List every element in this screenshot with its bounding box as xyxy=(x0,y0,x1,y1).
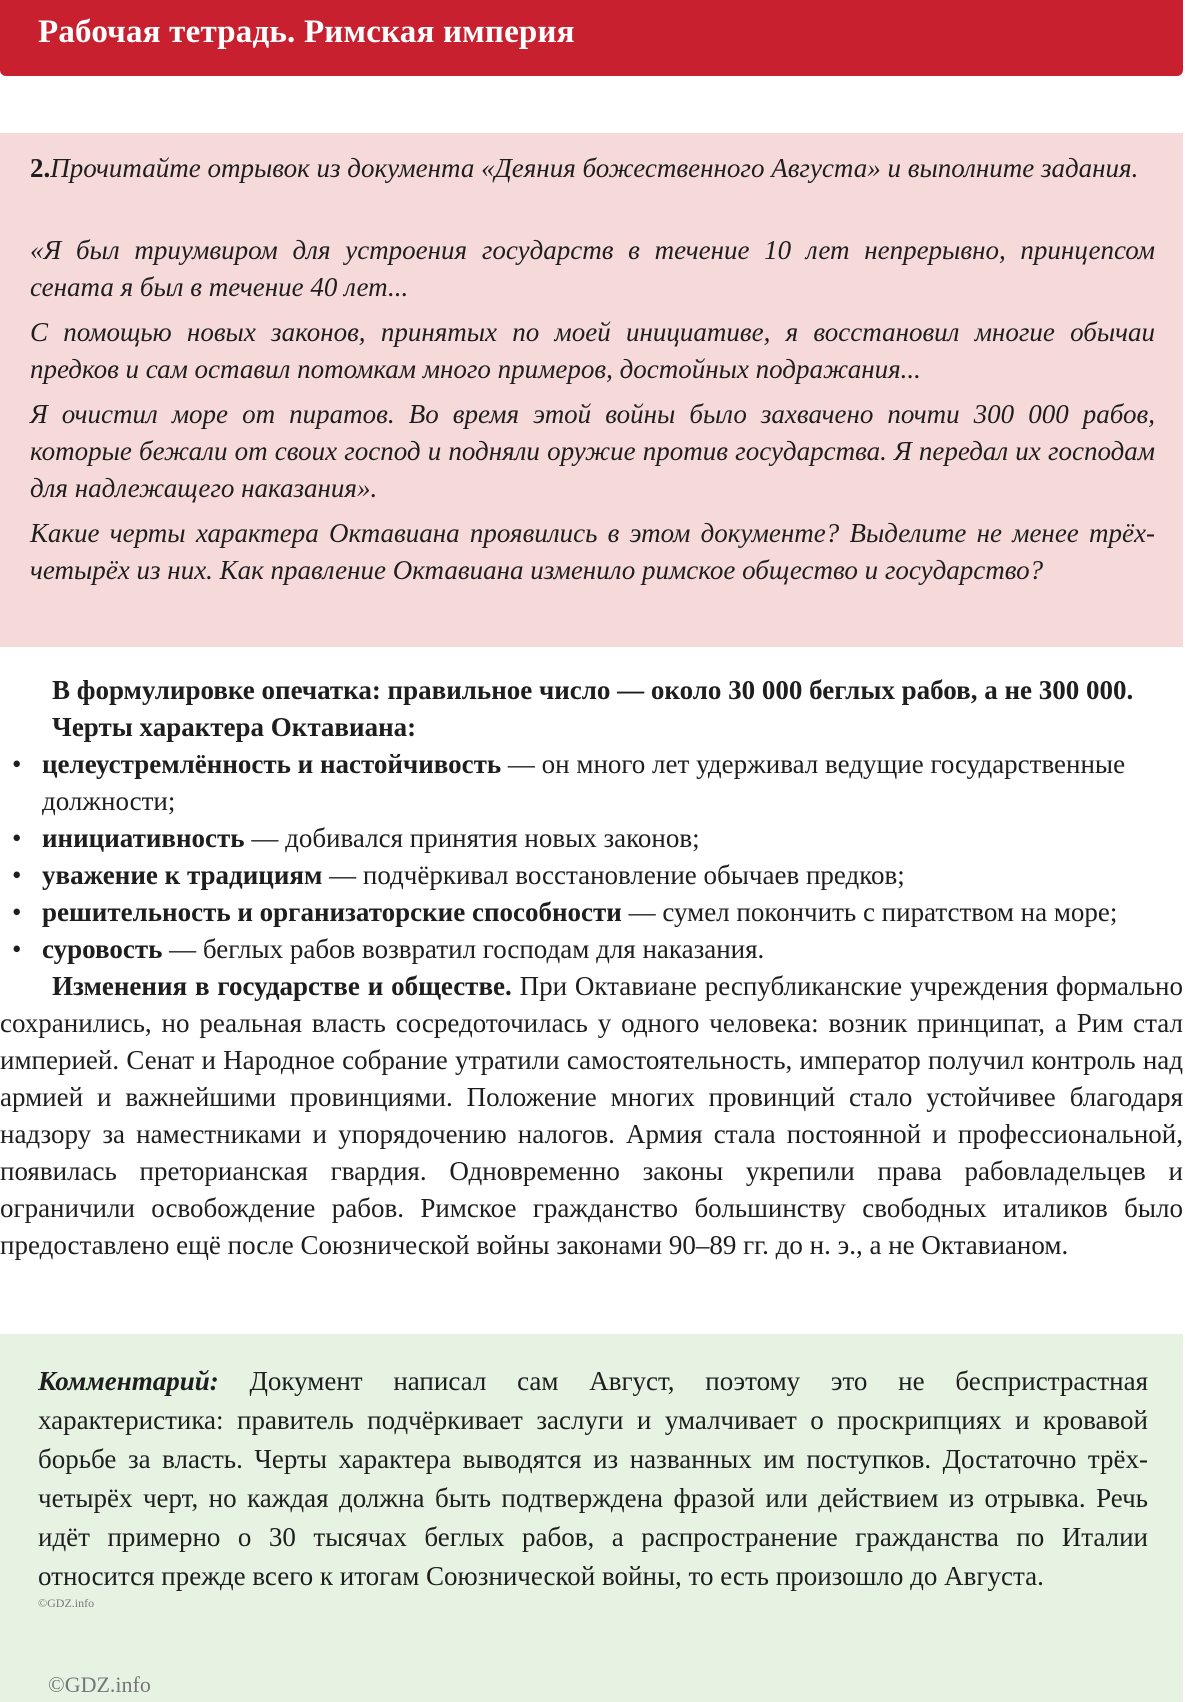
bullet: • xyxy=(12,749,22,779)
task-block xyxy=(0,133,1183,647)
typo-note: В формулировке опечатка: правильное число — около 30 000 беглых рабов, а не 300 000. xyxy=(52,675,1134,705)
trait-text: — добивался принятия новых законов; xyxy=(244,823,700,853)
task-question: Какие черты характера Октавиана проявились в этом документе? Выделите не менее трёх-четырёх из них. Как правление Октавиана изменило римское общество и государство? xyxy=(30,518,1155,585)
bullet: • xyxy=(12,934,22,964)
trait-term: суровость xyxy=(42,934,163,964)
answer-block xyxy=(0,672,1183,1264)
list-item xyxy=(0,894,1183,931)
trait-text: — сумел покончить с пиратством на море; xyxy=(621,897,1118,927)
page-title: Рабочая тетрадь. Римская империя xyxy=(38,14,575,50)
list-item xyxy=(0,931,1183,968)
task-number: 2. xyxy=(30,153,51,183)
bullet: • xyxy=(12,823,22,853)
trait-text: — подчёркивал восстановление обычаев предков; xyxy=(322,860,905,890)
trait-term: целеустремлённость и настойчивость xyxy=(42,749,502,779)
changes-paragraph xyxy=(0,968,1183,1264)
trait-term: инициативность xyxy=(42,823,245,853)
traits-heading: Черты характера Октавиана: xyxy=(52,712,417,742)
quote-paragraph: Я очистил море от пиратов. Во время этой войны было захвачено почти 300 000 рабов, которые бежали от своих господ и подняли оружие против государства. Я передал их господам для надлежащего наказания». xyxy=(30,399,1155,503)
trait-text: — он много лет удерживал ведущие государственные должности; xyxy=(42,749,1126,816)
list-item xyxy=(0,746,1183,820)
bullet: • xyxy=(12,860,22,890)
traits-list xyxy=(0,746,1183,968)
comment-label: Комментарий: xyxy=(38,1366,219,1396)
page-header xyxy=(0,0,1183,76)
trait-text: — беглых рабов возвратил господам для наказания. xyxy=(162,934,765,964)
comment-text: Документ написал сам Август, поэтому это не беспристрастная характеристика: правитель подчёркивает заслуги и умалчивает о проскрипциях и кровавой борьбе за власть. Черты характера выводятся из названных им поступков. Достаточно трёх-четырёх черт, но каждая должна быть подтверждена фразой или действием из отрывка. Речь идёт примерно о 30 тысячах беглых рабов, а распространение гражданства по Италии относится прежде всего к итогам Союзнической войны, то есть произошло до Августа. xyxy=(38,1366,1148,1591)
task-prompt xyxy=(30,150,1155,187)
list-item xyxy=(0,857,1183,894)
quote-paragraph: «Я был триумвиром для устроения государств в течение 10 лет непрерывно, принцепсом сената я был в течение 40 лет... xyxy=(30,235,1155,302)
trait-term: уважение к традициям xyxy=(42,860,323,890)
task-prompt-text: Прочитайте отрывок из документа «Деяния божественного Августа» и выполните задания. xyxy=(50,153,1139,183)
changes-heading: Изменения в государстве и обществе. xyxy=(52,971,512,1001)
watermark-footer: ©GDZ.info xyxy=(48,1672,151,1697)
watermark-small: ©GDZ.info xyxy=(38,1596,95,1610)
comment-block xyxy=(0,1334,1183,1702)
trait-term: решительность и организаторские способности xyxy=(42,897,622,927)
bullet: • xyxy=(12,897,22,927)
quote-paragraph: С помощью новых законов, принятых по моей инициативе, я восстановил многие обычаи предков и сам оставил потомкам много примеров, достойных подражания... xyxy=(30,317,1155,384)
comment-paragraph xyxy=(38,1362,1148,1596)
changes-text: При Октавиане республиканские учреждения формально сохранились, но реальная власть сосредоточилась у одного человека: возник принципат, а Рим стал империей. Сенат и Народное собрание утратили самостоятельность, император получил контроль над армией и важнейшими провинциями. Положение многих провинций стало устойчивее благодаря надзору за наместниками и упорядочению налогов. Армия стала постоянной и профессиональной, появилась преторианская гвардия. Одновременно законы укрепили права рабовладельцев и ограничили освобождение рабов. Римское гражданство большинству свободных италиков было предоставлено ещё после Союзнической войны законами 90–89 гг. до н. э., а не Октавианом. xyxy=(0,971,1183,1260)
list-item xyxy=(0,820,1183,857)
